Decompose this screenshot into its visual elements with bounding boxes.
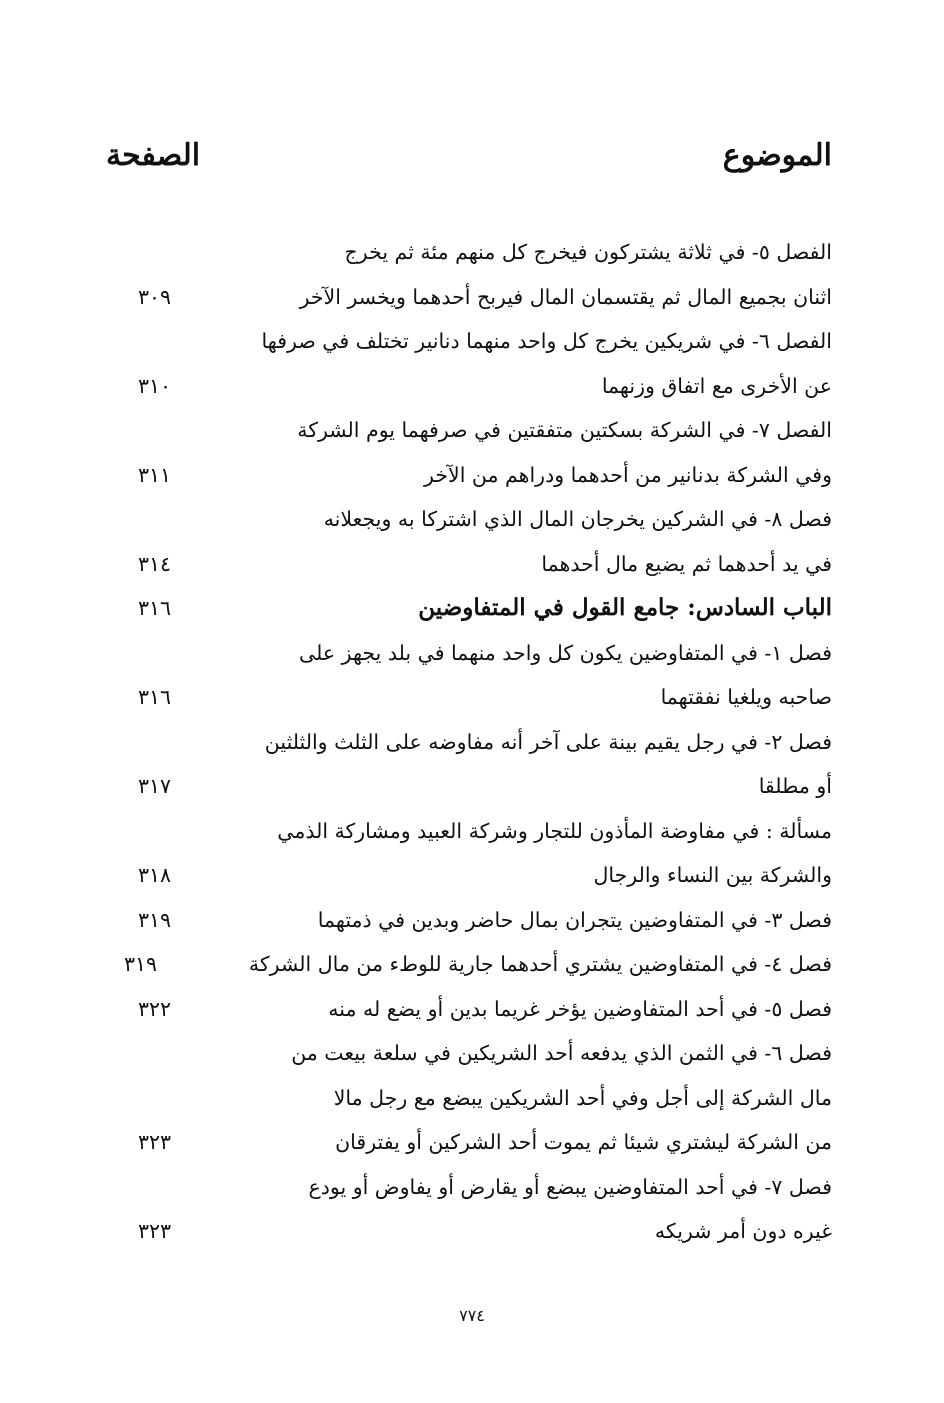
toc-entry-row: [100, 1031, 832, 1076]
toc-entry-text: في يد أحدهما ثم يضيع مال أحدهما: [541, 551, 832, 576]
toc-entry-row: [100, 230, 832, 275]
toc-entry-text: والشركة بين النساء والرجال: [593, 863, 832, 887]
toc-entry-text: وفي الشركة بدنانير من أحدهما ودراهم من الآخر: [424, 462, 832, 487]
toc-entry-text: مال الشركة إلى أجل وفي أحد الشريكين يبضع مع رجل مالا: [333, 1085, 832, 1110]
toc-entry-text: فصل ٦- في الثمن الذي يدفعه أحد الشريكين في سلعة بيعت من: [291, 1041, 832, 1065]
toc-entry-row: [100, 853, 832, 898]
toc-entry-row: [100, 1120, 832, 1165]
toc-entry-row: [100, 542, 832, 587]
toc-entry-row: [100, 364, 832, 409]
topic-column-heading: الموضوع: [722, 138, 832, 173]
toc-entry-row: [100, 1076, 832, 1121]
toc-entry-row: [100, 1165, 832, 1210]
toc-entry-text: فصل ٨- في الشركين يخرجان المال الذي اشتركا به ويجعلانه: [323, 507, 832, 531]
toc-entry-row: [100, 942, 832, 987]
toc-page-number: ٣١٩: [124, 952, 158, 976]
toc-entry-text: مسألة : في مفاوضة المأذون للتجار وشركة العبيد ومشاركة الذمي: [277, 818, 832, 843]
toc-entry-text: فصل ١- في المتفاوضين يكون كل واحد منهما في بلد يجهز على: [299, 640, 832, 665]
toc-entry-text: فصل ٢- في رجل يقيم بينة على آخر أنه مفاوضه على الثلث والثلثين: [264, 729, 832, 754]
toc-page-number: ٣١٧: [138, 774, 172, 798]
toc-entry-text: أو مطلقا: [758, 774, 832, 798]
toc-page-number: ٣٢٣: [138, 1130, 172, 1154]
toc-entry-text: فصل ٤- في المتفاوضين يشتري أحدهما جارية للوطء من مال الشركة: [248, 952, 832, 976]
toc-entry-row: [100, 675, 832, 720]
toc-entry-text: عن الأخرى مع اتفاق وزنهما: [601, 373, 832, 398]
toc-entry-text: اثنان بجميع المال ثم يقتسمان المال فيربح أحدهما ويخسر الآخر: [299, 284, 832, 309]
toc-entry-text: فصل ٧- في أحد المتفاوضين يبضع أو يقارض أو يفاوض أو يودع: [308, 1174, 832, 1199]
toc-entry-row: [100, 987, 832, 1032]
toc-entry-row: [100, 453, 832, 498]
toc-page-number: ٣١٦: [138, 596, 172, 620]
chapter-title: الباب السادس: جامع القول في المتفاوضين: [418, 594, 832, 621]
toc-entry-row: [100, 408, 832, 453]
toc-entry-text: الفصل ٦- في شريكين يخرج كل واحد منهما دنانير تختلف في صرفها: [261, 329, 832, 353]
toc-entry-row: [100, 809, 832, 854]
toc-entry-row: [100, 764, 832, 809]
toc-page-number: ٣١٨: [138, 863, 172, 887]
toc-entry-row: [100, 720, 832, 765]
page-column-heading: الصفحة: [106, 138, 201, 173]
toc-entry-row: [100, 497, 832, 542]
toc-page-number: ٣١٦: [138, 685, 172, 709]
toc-entry-text: فصل ٥- في أحد المتفاوضين يؤخر غريما بدين أو يضع له منه: [328, 996, 832, 1021]
toc-entry-text: صاحبه ويلغيا نفقتهما: [660, 685, 832, 709]
toc-entry-row: [100, 275, 832, 320]
chapter-heading-row: [100, 586, 832, 631]
toc-page-number: ٣٢٣: [138, 1219, 172, 1243]
toc-page-number: ٣٢٢: [138, 996, 172, 1021]
toc-entry-text: من الشركة ليشتري شيئا ثم يموت أحد الشركين أو يفترقان: [335, 1130, 832, 1154]
toc-page-number: ٣٠٩: [138, 284, 172, 309]
toc-entry-row: [100, 1209, 832, 1254]
toc-page-number: ٣١٩: [138, 907, 172, 932]
toc-entry-text: الفصل ٧- في الشركة بسكتين متفقتين في صرفهما يوم الشركة: [297, 418, 832, 442]
toc-entry-row: [100, 631, 832, 676]
toc-page-number: ٣١١: [138, 462, 172, 487]
toc-entry-text: الفصل ٥- في ثلاثة يشتركون فيخرج كل منهم مئة ثم يخرج: [344, 240, 832, 264]
toc-entry-row: [100, 319, 832, 364]
table-of-contents: [100, 230, 832, 1254]
toc-page-number: ٣١٠: [138, 373, 172, 398]
toc-page-number: ٣١٤: [138, 551, 172, 576]
page-number: ٧٧٤: [459, 1306, 485, 1325]
toc-entry-text: فصل ٣- في المتفاوضين يتجران بمال حاضر وبدين في ذمتهما: [317, 907, 832, 932]
toc-entry-row: [100, 898, 832, 943]
toc-entry-text: غيره دون أمر شريكه: [654, 1219, 832, 1243]
